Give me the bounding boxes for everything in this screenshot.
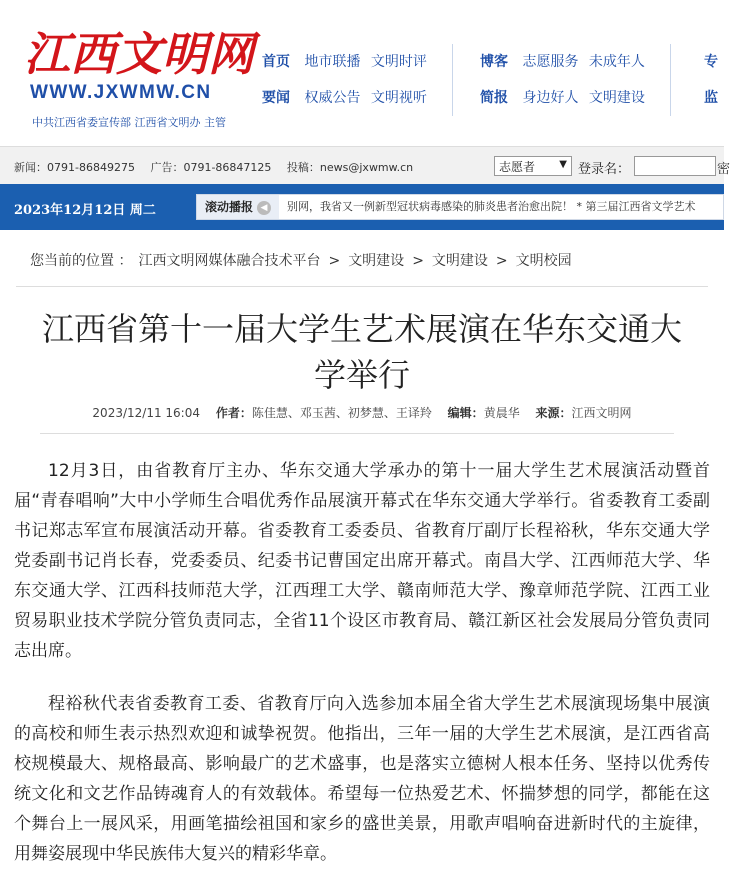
login-role-select[interactable]	[494, 156, 572, 176]
breadcrumb-item[interactable]: 文明建设	[348, 253, 405, 269]
article-title: 江西省第十一届大学生艺术展演在华东交通大学举行	[41, 310, 682, 394]
nav-announcements[interactable]: 权威公告	[304, 90, 361, 106]
nav-group-third	[704, 44, 728, 116]
breadcrumb-prefix: 您当前的位置 ：	[30, 253, 133, 269]
password-label: 密	[717, 162, 730, 177]
contact-bar	[0, 146, 730, 185]
ticker-label-text: 滚动播报	[205, 200, 254, 214]
article-meta	[0, 404, 724, 421]
site-domain: WWW.JXWMW.CN	[30, 82, 212, 103]
nav-briefing[interactable]: 简报	[480, 90, 508, 106]
article-authors: 陈佳慧、邓玉茜、初梦慧、王译羚	[251, 406, 432, 420]
nav-good-people[interactable]: 身边好人	[522, 90, 579, 106]
chevron-down-icon: ▼	[559, 159, 567, 170]
nav-city-news[interactable]: 地市联播	[304, 54, 361, 70]
breadcrumb	[16, 250, 708, 287]
site-sponsor: 中共江西省委宣传部 江西省文明办 主管	[32, 116, 226, 129]
nav-volunteer[interactable]: 志愿服务	[522, 54, 579, 70]
submission-email[interactable]: 投稿：news@jxwmw.cn	[286, 161, 414, 174]
breadcrumb-separator: >	[328, 253, 341, 269]
nav-headlines[interactable]: 要闻	[262, 90, 290, 106]
nav-divider	[452, 44, 453, 116]
meta-divider	[40, 433, 674, 434]
nav-minors[interactable]: 未成年人	[588, 54, 645, 70]
author-label: 作者：	[215, 406, 252, 420]
breadcrumb-item[interactable]: 文明建设	[431, 253, 488, 269]
article-paragraph: 程裕秋代表省委教育工委、省教育厅向入选参加本届全省大学生艺术展演现场集中展演的高校和师生表示热烈欢迎和诚挚祝贺。他指出，三年一届的大学生艺术展演，是江西省高校规模最大、规格最高、影响最广的艺术盛事，也是落实立德树人根本任务、坚持以优秀传统文化和文艺作品铸魂育人的有效载体。希望每一位热爱艺术、怀揣梦想的同学，都能在这个舞台上一展风采，用画笔描绘祖国和家乡的盛世美景，用歌声唱响奋进新时代的主旋律，用舞姿展现中华民族伟大复兴的精彩华章。	[14, 694, 710, 864]
nav-civilization[interactable]: 文明建设	[588, 90, 645, 106]
breadcrumb-item[interactable]: 文明校园	[515, 253, 572, 269]
news-phone: 新闻：0791-86849275	[14, 161, 135, 174]
contact-info	[14, 159, 425, 175]
nav-row	[704, 80, 728, 116]
date-bar	[0, 184, 724, 230]
article-editor: 黄晨华	[483, 406, 520, 420]
source-label: 来源：	[535, 406, 572, 420]
nav-row	[704, 44, 728, 80]
ad-phone: 广告：0791-86847125	[150, 161, 272, 174]
login-role-value: 志愿者	[499, 160, 536, 174]
logo-text: 江西文明网	[24, 27, 254, 81]
editor-label: 编辑：	[447, 406, 484, 420]
news-ticker	[196, 194, 724, 220]
nav-special[interactable]: 专	[704, 54, 718, 70]
nav-home[interactable]: 首页	[262, 54, 290, 70]
login-username-input[interactable]	[634, 156, 716, 176]
article-paragraph: 12月3日，由省教育厅主办、华东交通大学承办的第十一届大学生艺术展演活动暨首届“青春唱响”大中小学师生合唱优秀作品展演开幕式在华东交通大学举行。省委教育工委副书记郑志军宣布展演活动开幕。省委教育工委委员、省教育厅副厅长程裕秋，华东交通大学党委副书记肖长春，党委委员、纪委书记曹国定出席开幕式。南昌大学、江西师范大学、华东交通大学、江西科技师范大学，江西理工大学、赣南师范大学、豫章师范学院、江西工业贸易职业技术学院分管负责同志，全省11个设区市教育局、赣江新区社会发展局分管负责同志出席。	[14, 461, 710, 661]
article-datetime: 2023/12/11 16:04	[92, 406, 200, 420]
ticker-text[interactable]: 别网，我省又一例新型冠状病毒感染的肺炎患者治愈出院！ * 第三届江西省文学艺术	[287, 200, 696, 213]
logo-image	[22, 22, 254, 81]
nav-video[interactable]: 文明视听	[370, 90, 427, 106]
current-date: 2023年12月12日 周二	[14, 203, 156, 218]
nav-divider	[670, 44, 671, 116]
nav-row	[480, 80, 651, 116]
nav-group-secondary	[480, 44, 651, 116]
nav-supervision[interactable]: 监	[704, 90, 718, 106]
breadcrumb-separator: >	[495, 253, 508, 269]
nav-group-main	[262, 44, 433, 116]
nav-row	[480, 44, 651, 80]
site-logo[interactable]	[22, 22, 254, 81]
volume-icon: ◀	[257, 201, 271, 215]
nav-row	[262, 44, 433, 80]
nav-commentary[interactable]: 文明时评	[370, 54, 427, 70]
article-source: 江西文明网	[571, 406, 632, 420]
ticker-label	[197, 195, 279, 219]
nav-row	[262, 80, 433, 116]
nav-blog[interactable]: 博客	[480, 54, 508, 70]
login-label: 登录名：	[578, 162, 631, 177]
breadcrumb-separator: >	[412, 253, 424, 269]
site-header	[0, 0, 724, 146]
breadcrumb-item[interactable]: 江西文明网媒体融合技术平台	[138, 253, 321, 269]
